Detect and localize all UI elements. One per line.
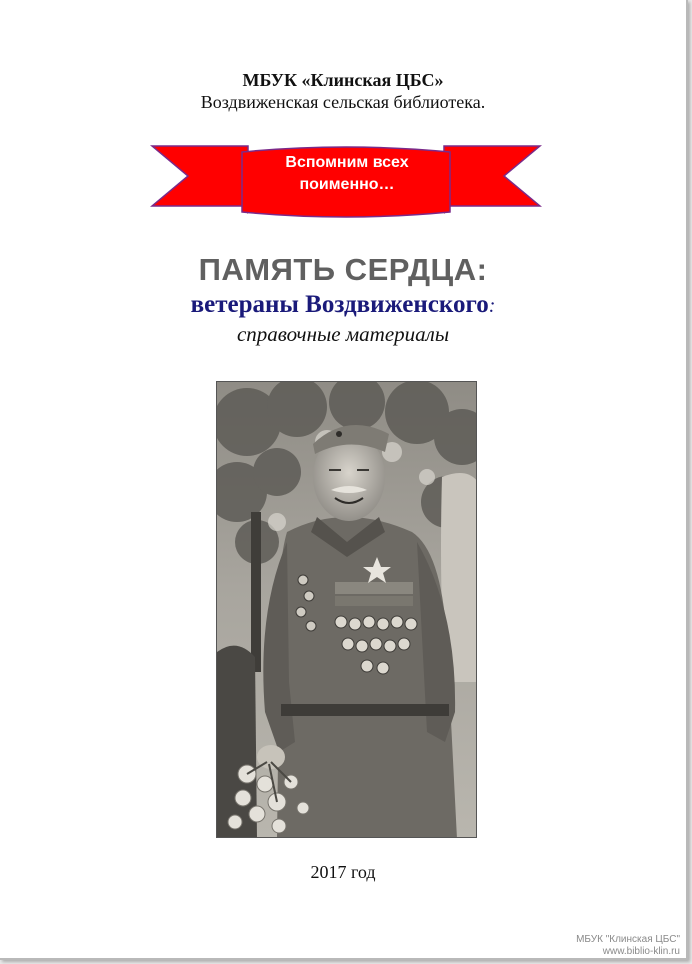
ribbon-left-tail — [152, 146, 248, 206]
watermark-url: www.biblio-klin.ru — [602, 946, 680, 957]
belt — [281, 704, 449, 716]
page-title: ПАМЯТЬ СЕРДЦА: — [198, 252, 488, 287]
subtitle-text: ветераны Воздвиженского — [190, 291, 489, 318]
portrait-illustration — [217, 382, 477, 838]
tree-trunk — [251, 512, 261, 672]
subtitle-secondary: справочные материалы — [236, 322, 450, 346]
cap-star — [336, 431, 342, 437]
watermark-org: МБУК "Клинская ЦБС" — [576, 934, 680, 945]
banner-text: Вспомним всех поименно… — [285, 154, 409, 193]
publication-year: 2017 год — [310, 862, 376, 882]
subtitle-colon: : — [488, 295, 496, 317]
subtitle — [0, 291, 686, 319]
library-name: Воздвиженская сельская библиотека. — [200, 92, 486, 112]
ribbon-right-tail — [444, 146, 540, 206]
organization-name: МБУК «Клинская ЦБС» — [242, 70, 444, 90]
veteran-portrait-photo — [216, 381, 477, 838]
